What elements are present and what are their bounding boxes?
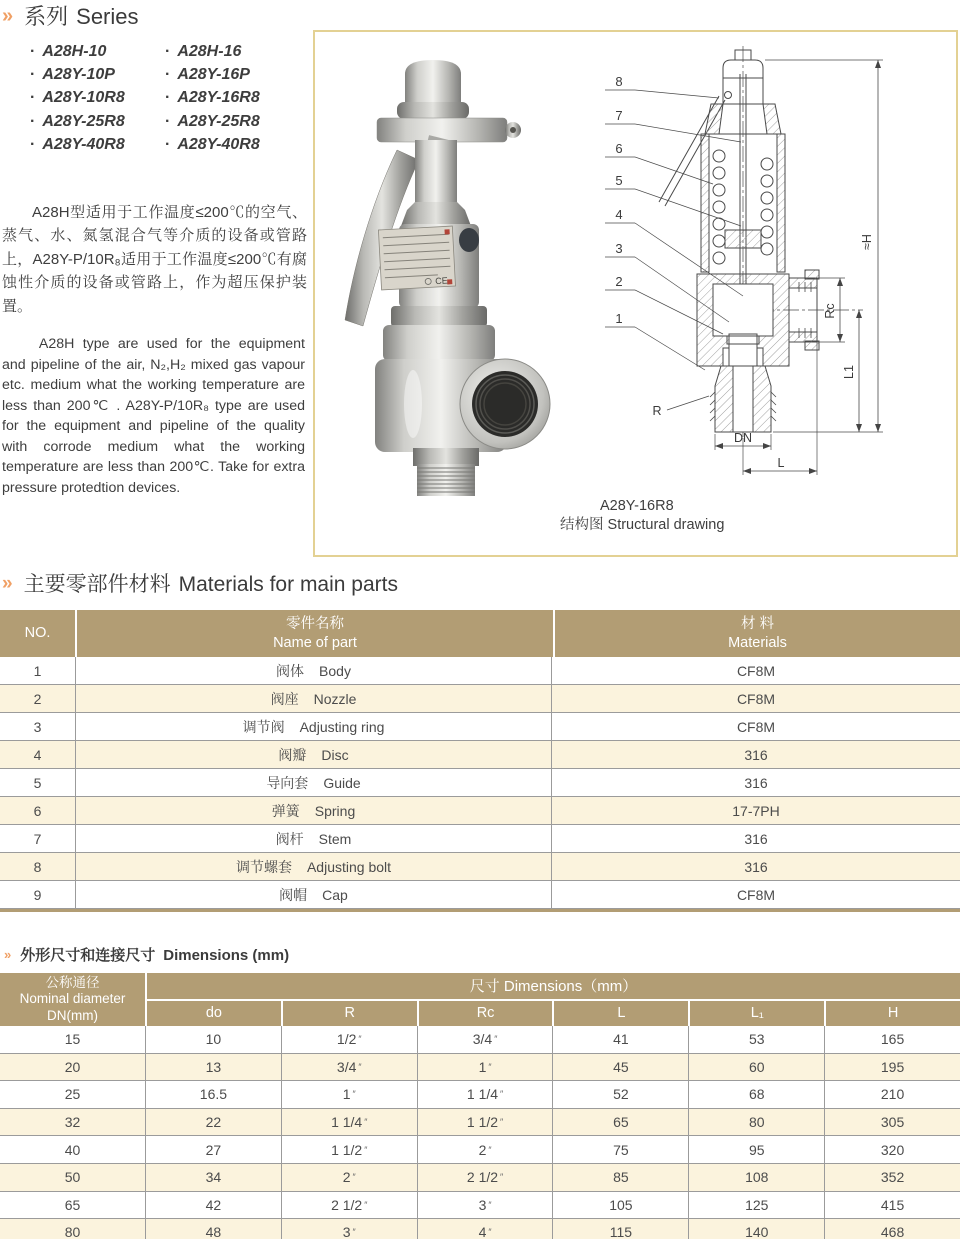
dimensions-table-header	[0, 973, 960, 1026]
cell-part-name: 阀体 Body	[75, 657, 551, 684]
dimensions-header-r: R	[283, 1001, 417, 1026]
bullet-icon: ·	[30, 43, 36, 60]
cell-value: 10	[145, 1026, 281, 1053]
cell-no: 2	[33, 690, 42, 707]
model-item	[30, 63, 165, 86]
cell-material: CF8M	[551, 881, 960, 908]
cell-part-name: 阀座 Nozzle	[75, 685, 551, 712]
cell-part-name: 阀帽 Cap	[75, 881, 551, 908]
cell-value: 3 ″	[417, 1192, 553, 1219]
cell-value: 75	[552, 1136, 688, 1163]
cell-part-name: 弹簧 Spring	[75, 797, 551, 824]
materials-heading	[2, 568, 398, 598]
inch-mark: ″	[352, 1089, 356, 1100]
cell-value: 16.5	[145, 1081, 281, 1108]
dimensions-table	[0, 973, 960, 1239]
cell-value: 195	[824, 1054, 960, 1081]
cell-value: 41	[552, 1026, 688, 1053]
cell-material: 316	[551, 853, 960, 880]
materials-table-header	[0, 610, 960, 657]
model-list-column-1	[30, 40, 165, 156]
chevron-icon: »	[2, 573, 12, 594]
cell-value: 210	[824, 1081, 960, 1108]
cell-value: 48	[145, 1219, 281, 1239]
table-row	[0, 1081, 960, 1109]
dim-label-h: ≈H	[860, 234, 874, 250]
dim-label-l: L	[777, 456, 785, 470]
series-heading-zh: 系列	[24, 4, 69, 29]
dimensions-header-dn: 公称通径 Nominal diameter DN(mm)	[0, 973, 145, 1026]
bullet-icon: ·	[30, 112, 36, 130]
inch-mark: ″	[500, 1117, 504, 1128]
cell-value: 1/2 ″	[281, 1026, 417, 1053]
cell-value: 305	[824, 1109, 960, 1136]
dimensions-header-l1: L₁	[690, 1001, 824, 1026]
table-row	[0, 1109, 960, 1137]
model-item	[165, 133, 300, 156]
cell-no: 8	[33, 858, 42, 875]
model-item	[165, 40, 300, 63]
table-row	[0, 1192, 960, 1220]
cell-material: CF8M	[551, 685, 960, 712]
model-item	[30, 110, 165, 133]
cell-value: 320	[824, 1136, 960, 1163]
figure-caption-zh: 结构图	[560, 517, 604, 533]
materials-table	[0, 610, 960, 912]
inch-mark: ″	[494, 1034, 498, 1045]
cell-part-name: 导向套 Guide	[75, 769, 551, 796]
inch-mark: ″	[488, 1227, 492, 1238]
cell-value: 4 ″	[417, 1219, 553, 1239]
table-row	[0, 1054, 960, 1082]
table-row	[0, 685, 960, 713]
inch-mark: ″	[488, 1061, 492, 1072]
callout-number: 5	[615, 173, 623, 188]
cell-material: 316	[551, 741, 960, 768]
bullet-icon: ·	[165, 43, 171, 60]
dimensions-table-body	[0, 1026, 960, 1239]
table-row	[0, 1136, 960, 1164]
cell-value: 53	[688, 1026, 824, 1053]
cell-value: 108	[688, 1164, 824, 1191]
cell-value: 13	[145, 1054, 281, 1081]
cell-value: 2 ″	[417, 1136, 553, 1163]
cell-value: 1 1/2 ″	[281, 1136, 417, 1163]
cell-value: 115	[552, 1219, 688, 1239]
inch-mark: ″	[364, 1117, 368, 1128]
callout-number: 7	[615, 108, 623, 123]
materials-header-name: 零件名称 Name of part	[77, 610, 553, 657]
materials-table-body	[0, 657, 960, 909]
dimensions-heading-zh: 外形尺寸和连接尺寸	[20, 947, 156, 964]
table-row	[0, 741, 960, 769]
callout-number: 2	[615, 274, 623, 289]
callout-number: 4	[615, 207, 623, 222]
inch-mark: ″	[352, 1172, 356, 1183]
table-row	[0, 769, 960, 797]
description-zh: A28H型适用于工作温度≤200℃的空气、蒸气、水、氮氢混合气等介质的设备或管路上，A28Y-P/10R₈适用于工作温度≤200℃有腐蚀性介质的设备或管路上，作为超压保护装置。	[2, 204, 307, 315]
table-row	[0, 657, 960, 685]
bullet-icon: ·	[165, 66, 171, 84]
cell-value: 65	[64, 1196, 81, 1213]
dim-label-r: R	[652, 404, 662, 418]
cell-no: 7	[33, 830, 42, 847]
callout-leader-line	[635, 327, 705, 370]
model-label: A28Y-25R8	[42, 112, 125, 130]
cell-value: 40	[64, 1141, 81, 1158]
cell-value: 1 ″	[281, 1081, 417, 1108]
figure-caption-en: Structural drawing	[607, 517, 725, 533]
callout-leader-line	[635, 124, 741, 142]
inch-mark: ″	[352, 1227, 356, 1238]
inch-mark: ″	[488, 1199, 492, 1210]
materials-heading-zh: 主要零部件材料	[23, 573, 171, 596]
cell-value: 140	[688, 1219, 824, 1239]
description-en: A28H type are used for the equipment and pipeline of the air, N₂,H₂ mixed gas vapour etc. medium what the working temperature are less than 200℃ . A28Y-P/10R₈ type are used for the equipment and pipeline of the quality with corrode medium what the working temperature are less than 200℃. Take for extra pressure protedtion devices.	[2, 336, 305, 496]
cell-part-name: 阀瓣 Disc	[75, 741, 551, 768]
model-label: A28H-16	[177, 43, 242, 60]
bullet-icon: ·	[30, 89, 36, 107]
cell-value: 50	[64, 1169, 81, 1186]
valve-nameplate	[378, 226, 455, 290]
cell-value: 165	[824, 1026, 960, 1053]
cell-value: 80	[64, 1224, 81, 1239]
cell-value: 60	[688, 1054, 824, 1081]
model-label: A28H-10	[42, 43, 107, 60]
cell-value: 3/4 ″	[417, 1026, 553, 1053]
cell-value: 80	[688, 1109, 824, 1136]
cell-material: 316	[551, 825, 960, 852]
structural-drawing	[601, 34, 953, 496]
materials-heading-en: Materials for main parts	[178, 573, 398, 596]
cell-value: 1 1/2 ″	[417, 1109, 553, 1136]
cell-value: 32	[64, 1114, 81, 1131]
cell-value: 20	[64, 1058, 81, 1075]
cell-value: 65	[552, 1109, 688, 1136]
model-label: A28Y-40R8	[177, 135, 260, 153]
table-row	[0, 881, 960, 909]
ce-mark: CE	[434, 275, 448, 287]
valve-photo	[327, 54, 639, 532]
table-row	[0, 1219, 960, 1239]
cell-no: 5	[33, 774, 42, 791]
table-row	[0, 1026, 960, 1054]
chevron-icon: »	[4, 947, 11, 962]
dimensions-header-group: 尺寸 Dimensions（mm）	[147, 973, 960, 999]
cell-value: 85	[552, 1164, 688, 1191]
cell-value: 3 ″	[281, 1219, 417, 1239]
cell-no: 3	[33, 718, 42, 735]
dim-label-rc: Rc	[823, 303, 837, 319]
inch-mark: ″	[488, 1144, 492, 1155]
cell-value: 34	[145, 1164, 281, 1191]
cell-no: 6	[33, 802, 42, 819]
callout-number: 3	[615, 241, 623, 256]
inch-mark: ″	[364, 1144, 368, 1155]
dimensions-header-do: do	[147, 1001, 281, 1026]
bullet-icon: ·	[30, 66, 36, 84]
bullet-icon: ·	[30, 135, 36, 153]
cell-value: 352	[824, 1164, 960, 1191]
dimensions-heading	[4, 944, 289, 965]
model-item	[30, 133, 165, 156]
model-item	[165, 63, 300, 86]
inch-mark: ″	[500, 1172, 504, 1183]
dimensions-header-h: H	[826, 1001, 960, 1026]
series-heading	[2, 0, 139, 31]
model-label: A28Y-10R8	[42, 89, 125, 107]
table-row	[0, 1164, 960, 1192]
cell-value: 1 1/4 ″	[417, 1081, 553, 1108]
cell-value: 1 1/4 ″	[281, 1109, 417, 1136]
figure-box	[313, 30, 958, 557]
cell-value: 2 1/2 ″	[281, 1192, 417, 1219]
cell-part-name: 调节阀 Adjusting ring	[75, 713, 551, 740]
cell-value: 125	[688, 1192, 824, 1219]
cell-material: 316	[551, 769, 960, 796]
dimensions-header-rc: Rc	[419, 1001, 553, 1026]
dim-label-l1: L1	[842, 365, 856, 379]
valve-photo-shapes	[345, 60, 550, 496]
bullet-icon: ·	[165, 135, 171, 153]
model-label: A28Y-40R8	[42, 135, 125, 153]
figure-caption	[560, 497, 760, 535]
cell-part-name: 阀杆 Stem	[75, 825, 551, 852]
table-row	[0, 797, 960, 825]
cell-value: 42	[145, 1192, 281, 1219]
cell-value: 45	[552, 1054, 688, 1081]
table-row	[0, 825, 960, 853]
cell-material: CF8M	[551, 657, 960, 684]
model-label: A28Y-16R8	[177, 89, 260, 107]
cell-value: 2 ″	[281, 1164, 417, 1191]
callout-number: 1	[615, 311, 623, 326]
cell-part-name: 调节螺套 Adjusting bolt	[75, 853, 551, 880]
cell-material: 17-7PH	[551, 797, 960, 824]
model-label: A28Y-10P	[42, 66, 115, 84]
cell-value: 25	[64, 1086, 81, 1103]
cell-no: 9	[33, 886, 42, 903]
model-label: A28Y-16P	[177, 66, 250, 84]
materials-header-no: NO.	[0, 610, 75, 657]
dim-label-dn: DN	[733, 431, 753, 445]
bullet-icon: ·	[165, 112, 171, 130]
dimensions-header-l: L	[554, 1001, 688, 1026]
inch-mark: ″	[358, 1034, 362, 1045]
cell-value: 415	[824, 1192, 960, 1219]
cell-value: 22	[145, 1109, 281, 1136]
model-item	[165, 110, 300, 133]
callout-number: 8	[615, 74, 623, 89]
inch-mark: ″	[500, 1089, 504, 1100]
cell-value: 468	[824, 1219, 960, 1239]
inch-mark: ″	[358, 1061, 362, 1072]
table-row	[0, 853, 960, 881]
model-list-column-2	[165, 40, 300, 156]
cell-value: 68	[688, 1081, 824, 1108]
inch-mark: ″	[364, 1199, 368, 1210]
callout-leader-line	[635, 90, 719, 98]
cell-no: 1	[33, 662, 42, 679]
table-row	[0, 713, 960, 741]
cell-value: 95	[688, 1136, 824, 1163]
chevron-icon: »	[2, 5, 13, 27]
model-label: A28Y-25R8	[177, 112, 260, 130]
figure-caption-model: A28Y-16R8	[600, 498, 674, 514]
cell-value: 52	[552, 1081, 688, 1108]
cell-value: 27	[145, 1136, 281, 1163]
series-heading-en: Series	[76, 4, 139, 29]
model-item	[165, 86, 300, 109]
cell-no: 4	[33, 746, 42, 763]
callout-number: 6	[615, 141, 623, 156]
cell-value: 15	[64, 1031, 81, 1048]
cell-value: 1 ″	[417, 1054, 553, 1081]
dimensions-heading-en: Dimensions (mm)	[163, 947, 290, 964]
model-item	[30, 40, 165, 63]
cell-value: 105	[552, 1192, 688, 1219]
cell-material: CF8M	[551, 713, 960, 740]
cell-value: 2 1/2 ″	[417, 1164, 553, 1191]
materials-header-material: 材 料 Materials	[555, 610, 960, 657]
model-item	[30, 86, 165, 109]
cell-value: 3/4 ″	[281, 1054, 417, 1081]
bullet-icon: ·	[165, 89, 171, 107]
